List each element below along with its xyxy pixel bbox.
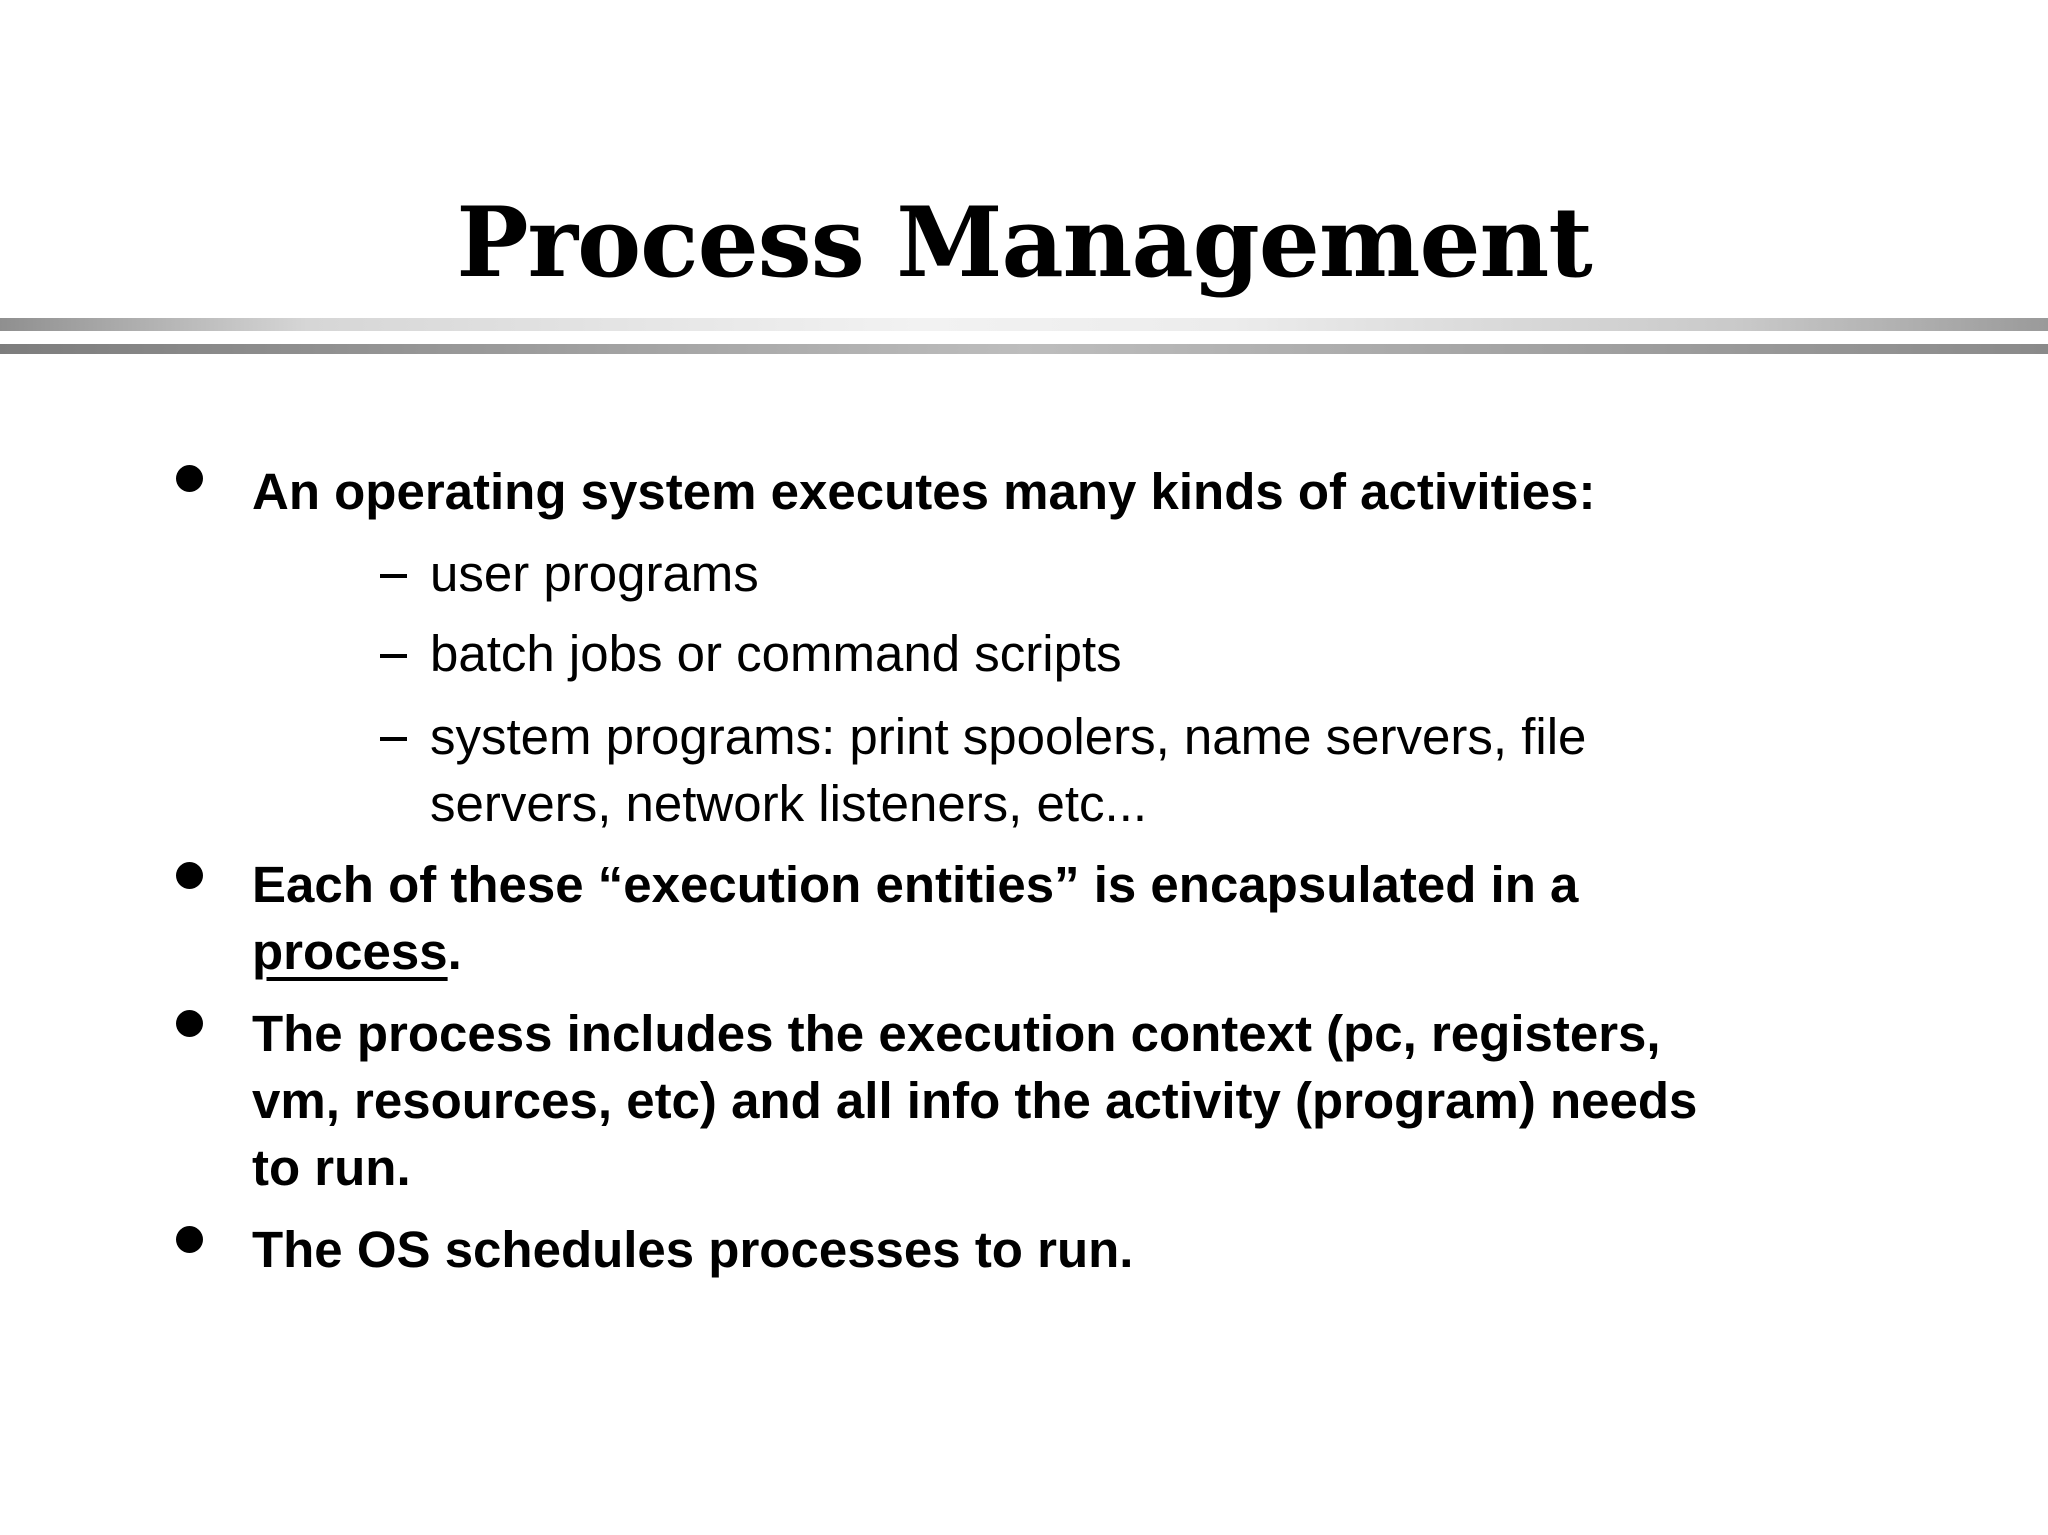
bullet-text: An operating system executes many kinds of activities: <box>252 463 1596 520</box>
bullet-item-execution-entities <box>252 851 1578 985</box>
bullet-line <box>252 918 1578 985</box>
subitem-line: servers, network listeners, etc... <box>430 775 1148 832</box>
bullet-item-process-context <box>252 1000 1697 1201</box>
bullet-line: to run. <box>252 1139 411 1196</box>
dash-marker <box>380 654 407 658</box>
bullet-line: vm, resources, etc) and all info the activity (program) needs <box>252 1072 1698 1129</box>
subitem-line: system programs: print spoolers, name servers, file <box>430 708 1587 765</box>
subitem-text: user programs <box>430 545 759 602</box>
bullet-item-activities <box>252 458 1595 525</box>
title-rule-upper <box>0 318 2048 331</box>
subitem-system-programs <box>430 703 1586 837</box>
process-term: process <box>252 923 448 980</box>
dash-marker <box>380 737 407 741</box>
subitem-user-programs <box>430 540 759 607</box>
title-rule-lower <box>0 344 2048 354</box>
subitem-batch-jobs <box>430 620 1122 687</box>
subitem-text: batch jobs or command scripts <box>430 625 1122 682</box>
bullet-punctuation: . <box>447 923 462 980</box>
slide-title: Process Management <box>456 186 1592 299</box>
bullet-text: Each of these “execution entities” is encapsulated in a <box>252 856 1579 913</box>
bullet-dot <box>176 1226 203 1253</box>
dash-marker <box>380 574 407 578</box>
bullet-dot <box>176 1010 203 1037</box>
bullet-item-os-schedules <box>252 1216 1133 1283</box>
bullet-dot <box>176 465 203 492</box>
bullet-dot <box>176 862 203 889</box>
bullet-line: The process includes the execution context (pc, registers, <box>252 1005 1661 1062</box>
bullet-text: The OS schedules processes to run. <box>252 1221 1134 1278</box>
